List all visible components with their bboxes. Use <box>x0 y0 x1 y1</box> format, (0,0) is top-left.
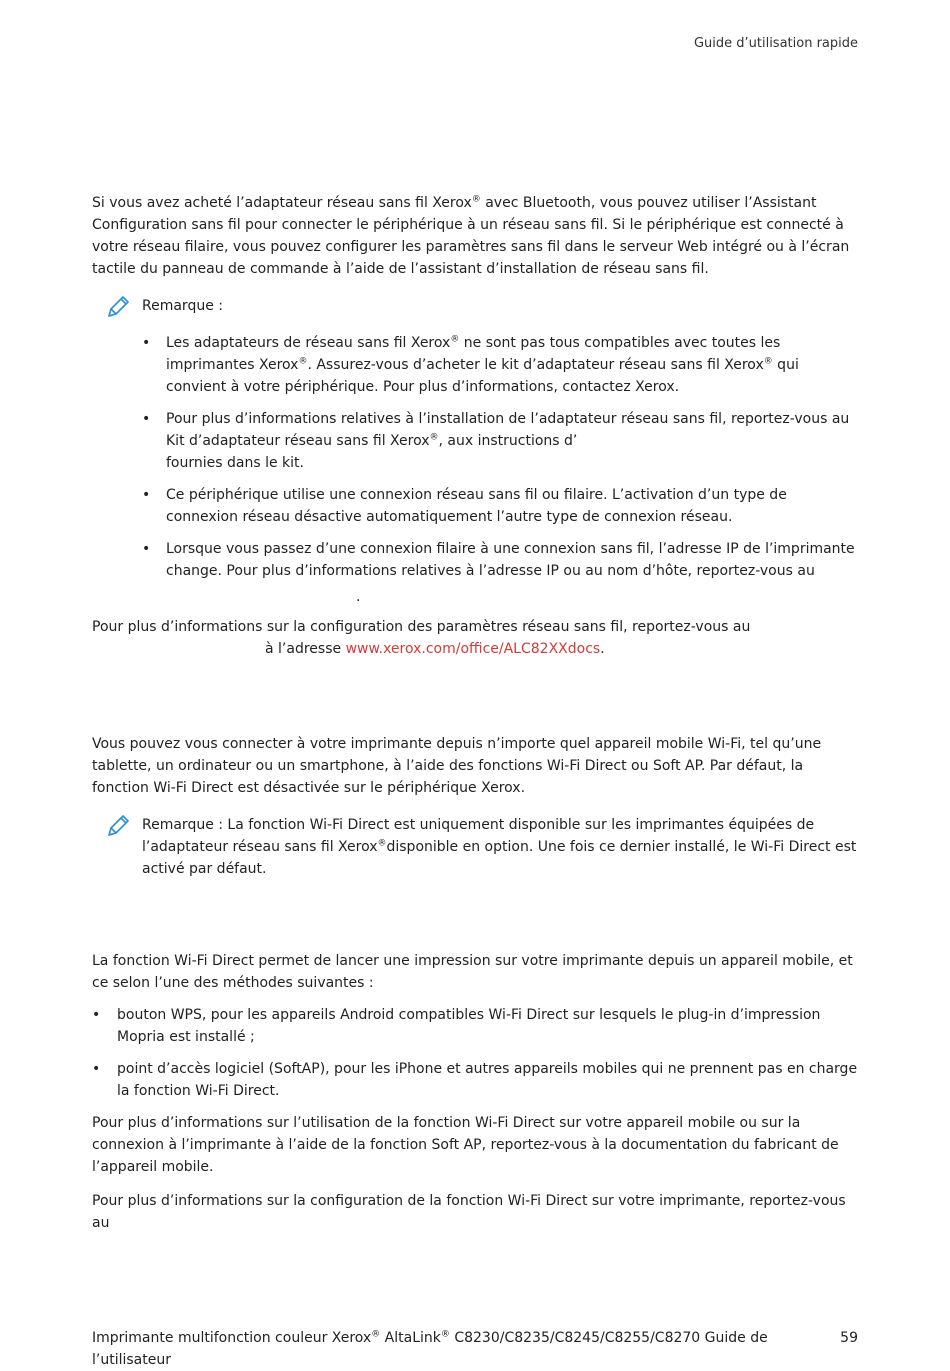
methods-intro: La fonction Wi-Fi Direct permet de lancer une impression sur votre imprimante depuis un appareil mobile, et ce selon l’une des méthodes suivantes : <box>92 953 853 991</box>
docs-link[interactable]: www.xerox.com/office/ALC82XXdocs <box>345 641 601 657</box>
intro-paragraph <box>92 192 862 280</box>
methods-list <box>92 1004 862 1112</box>
list-item: • Ce périphérique utilise une connexion réseau sans fil ou filaire. L’activation d’un type de connexion réseau désactive automatiquement l’autre type de connexion réseau. <box>142 484 862 528</box>
footer-title: Imprimante multifonction couleur Xerox® AltaLink® C8230/C8235/C8245/C8255/C8270 Guide de l’utilisateur <box>92 1329 768 1368</box>
pencil-icon <box>104 293 132 321</box>
page-number: 59 <box>840 1330 858 1346</box>
list-item: • Pour plus d’informations relatives à l’installation de l’adaptateur réseau sans fil, reportez-vous au Kit d’adaptateur réseau sans fil Xerox®, aux instructions d’ fournies dans le kit. <box>142 408 862 474</box>
mobile-info-paragraph: Pour plus d’informations sur l’utilisation de la fonction Wi-Fi Direct sur votre appareil mobile ou sur la connexion à l’imprimante à l’aide de la fonction Soft AP, reportez-vous à la documentation du fabricant de l’appareil mobile. <box>92 1115 839 1175</box>
list-item: • bouton WPS, pour les appareils Android compatibles Wi-Fi Direct sur lesquels le plug-in d’impression Mopria est installé ; <box>92 1004 862 1048</box>
note-bullet-list <box>142 332 862 592</box>
note-text: Remarque : La fonction Wi-Fi Direct est uniquement disponible sur les imprimantes équipées de l’adaptateur réseau sans fil Xerox®disponible en option. Une fois ce dernier installé, le Wi-Fi Direct est activé par défaut. <box>142 817 857 877</box>
wifi-direct-intro: Vous pouvez vous connecter à votre imprimante depuis n’importe quel appareil mobile Wi-Fi, tel qu’une tablette, un ordinateur ou un smartphone, à l’aide des fonctions Wi-Fi Direct ou Soft AP. Par défaut, la fonction Wi-Fi Direct est désactivée sur le périphérique Xerox. <box>92 736 822 796</box>
list-item: • Les adaptateurs de réseau sans fil Xerox® ne sont pas tous compatibles avec toutes les imprimantes Xerox®. Assurez-vous d’acheter le kit d’adaptateur réseau sans fil Xerox® qui convient à votre périphérique. Pour plus d’informations, contactez Xerox. <box>142 332 862 398</box>
registered-mark: ® <box>471 194 481 205</box>
wireless-info-paragraph: Pour plus d’informations sur la configuration des paramètres réseau sans fil, reportez-vous au à l’adresse www.xerox.com/office/ALC82XXdocs. <box>92 619 751 657</box>
note-label: Remarque : <box>142 298 223 314</box>
intro-text-a: Si vous avez acheté l’adaptateur réseau sans fil Xerox <box>92 195 472 211</box>
list-item: • point d’accès logiciel (SoftAP), pour les iPhone et autres appareils mobiles qui ne prennent pas en charge la fonction Wi-Fi Direct. <box>92 1058 862 1102</box>
list-item-end: . <box>356 589 361 605</box>
intro-text-b: avec Bluetooth, vous pouvez utiliser l’Assistant Configuration sans fil pour connecter le périphérique à un réseau sans fil. Si le périphérique est connecté à votre réseau filaire, vous pouvez configurer les paramètres sans fil dans le serveur Web intégré ou à l’écran tactile du panneau de commande à l’aide de l’assistant d’installation de réseau sans fil. <box>92 195 850 277</box>
pencil-icon <box>104 812 132 840</box>
running-header: Guide d’utilisation rapide <box>693 36 858 51</box>
config-info-paragraph: Pour plus d’informations sur la configuration de la fonction Wi-Fi Direct sur votre imprimante, reportez-vous au <box>92 1193 846 1231</box>
list-item: • Lorsque vous passez d’une connexion filaire à une connexion sans fil, l’adresse IP de l’imprimante change. Pour plus d’informations relatives à l’adresse IP ou au nom d’hôte, reportez-vous au <box>142 538 862 582</box>
